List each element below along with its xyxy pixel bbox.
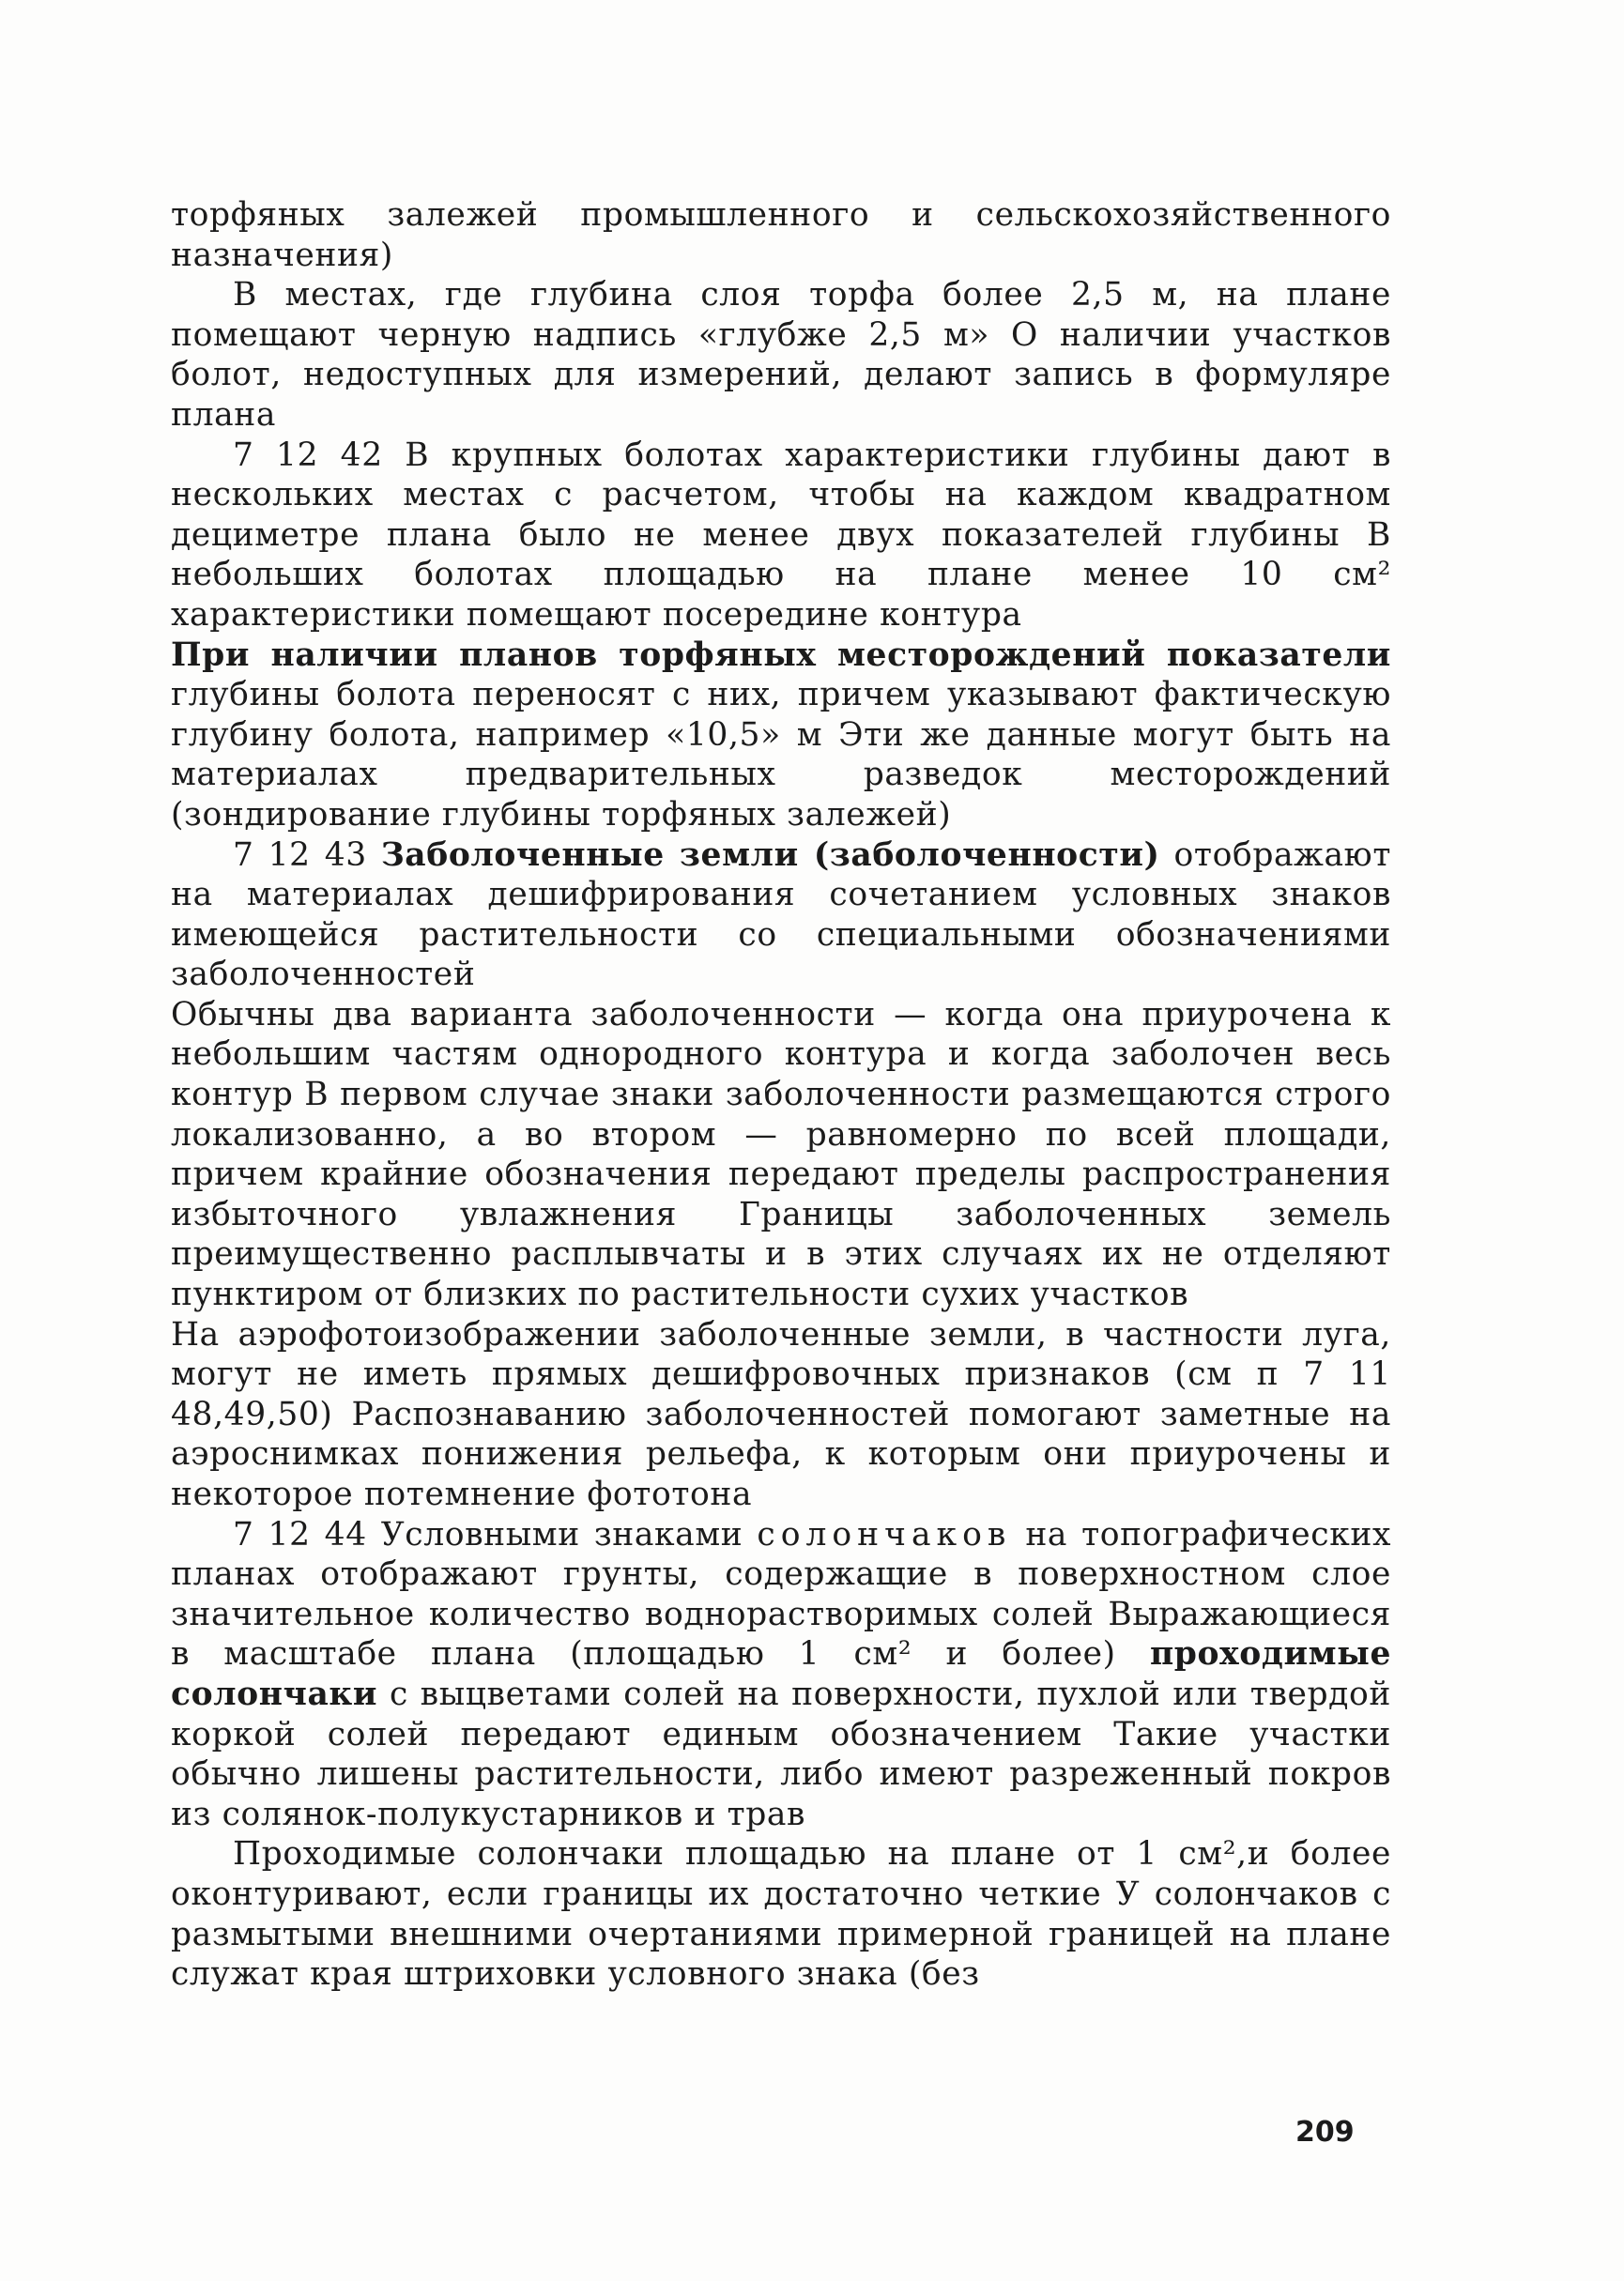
text-run: Проходимые солончаки площадью на плане от 1 см²,и более оконтуривают, если границы их достаточно четкие У солончаков с размытыми внешними очертаниями примерной границей на плане служат края штриховки условного знака (без	[171, 1835, 1391, 1994]
bold-run: Заболоченные земли (заболоченности)	[380, 835, 1160, 874]
text-run: на топографических планах отображают грунты, содержащие в поверхностном слое значительное количество воднорастворимых солей Выражающиеся в масштабе плана (площадью 1 см² и более)	[171, 1515, 1392, 1674]
text-run: На аэрофотоизображении заболоченные земли, в частности луга, могут не иметь прямых дешифровочных признаков (см п 7 11 48,49,50) Распознаванию заболоченностей помогают заметные на аэроснимках понижения рельефа, к которым они приурочены и некоторое потемнение фототона	[171, 1315, 1391, 1513]
paragraph-1	[171, 195, 1391, 275]
paragraph-6	[171, 995, 1391, 1315]
paragraph-7	[171, 1315, 1391, 1515]
paragraph-4	[171, 635, 1391, 835]
text-run: отображают на материалах дешифрирования сочетанием условных знаков имеющейся растительности со специальными обозначениями заболоченностей	[171, 835, 1391, 994]
page-number: 209	[1295, 2116, 1355, 2149]
text-run: 7 12 43	[233, 835, 381, 874]
body-text	[171, 195, 1391, 1995]
text-run: Обычны два варианта заболоченности — когда она приурочена к небольшим частям однородного контура и когда заболочен весь контур В первом случае знаки заболоченности размещаются строго локализованно, а во втором — равномерно по всей площади, причем крайние обозначения передают пределы распространения избыточного увлажнения Границы заболоченных земель преимущественно расплывчаты и в этих случаях их не отделяют пунктиром от близких по растительности сухих участков	[171, 995, 1391, 1314]
bold-run: При наличии планов торфяных месторождений показатели	[171, 635, 1391, 674]
bold-run: проходимые солончаки	[171, 1635, 1391, 1713]
text-run: В местах, где глубина слоя торфа более 2,5 м, на плане помещают черную надпись «глубже 2,5 м» О наличии участков болот, недоступных для измерений, делают запись в формуляре плана	[171, 276, 1391, 434]
text-run: глубины болота переносят с них, причем указывают фактическую глубину болота, например «10,5» м Эти же данные могут быть на материалах предварительных разведок месторождений (зондирование глубины торфяных залежей)	[171, 676, 1391, 834]
text-run: торфяных залежей промышленного и сельскохозяйственного назначения)	[171, 196, 1391, 274]
paragraph-9	[171, 1834, 1391, 1994]
paragraph-5	[171, 835, 1391, 995]
paragraph-3	[171, 436, 1391, 635]
text-run: 7 12 44 Условными знаками	[233, 1515, 758, 1554]
text-run: с выцветами солей на поверхности, пухлой или твердой коркой солей передают единым обозначением Такие участки обычно лишены растительности, либо имеют разреженный покров из солянок-полукустарников и трав	[171, 1675, 1391, 1833]
paragraph-8	[171, 1515, 1391, 1835]
paragraph-2	[171, 275, 1391, 435]
text-run: 7 12 42 В крупных болотах характеристики глубины дают в нескольких местах с расчетом, чтобы на каждом квадратном дециметре плана было не менее двух показателей глубины В небольших болотах площадью на плане менее 10 см² характеристики помещают посередине контура	[171, 436, 1391, 634]
spaced-run: солончаков	[757, 1515, 1012, 1554]
